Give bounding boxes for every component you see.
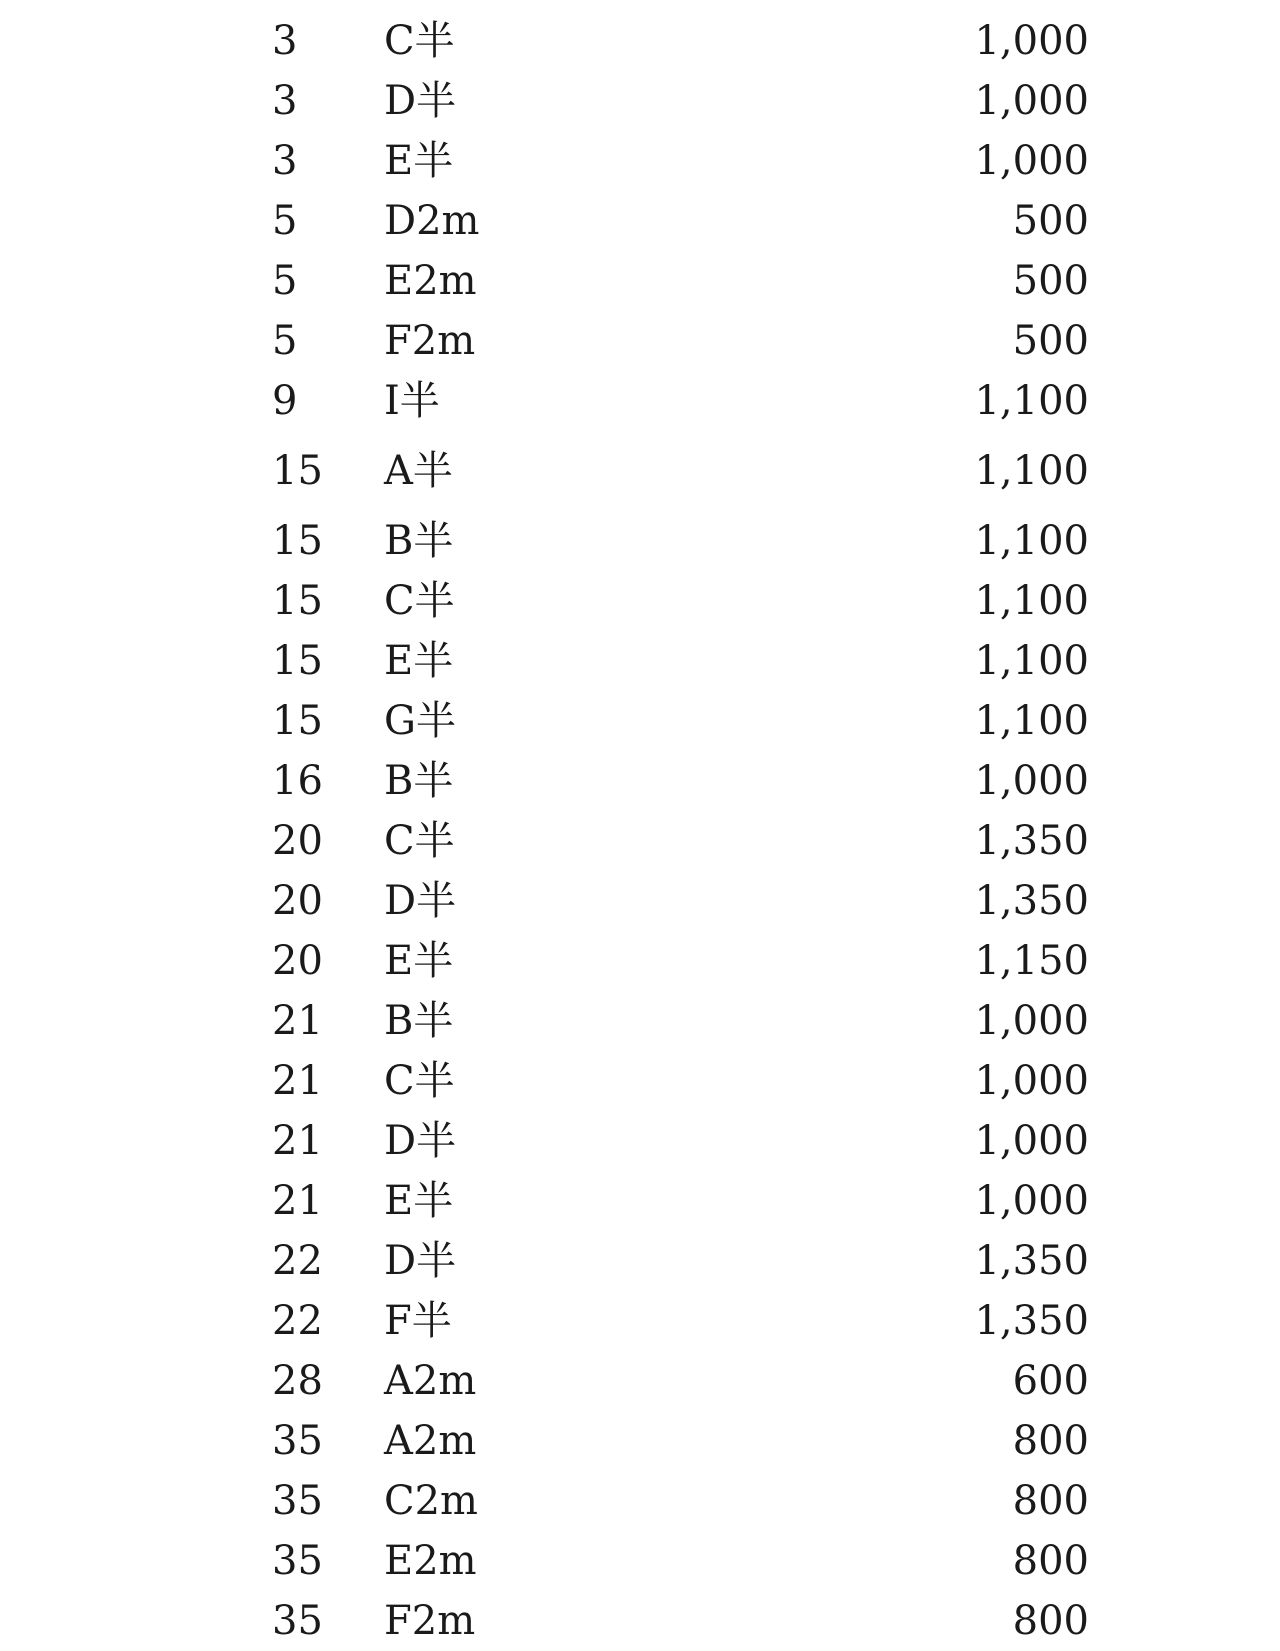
row-number: 15: [272, 518, 323, 564]
row-number: 22: [272, 1238, 323, 1284]
row-value: 1,000: [974, 1178, 1089, 1224]
row-code: D2m: [384, 198, 480, 244]
row-number: 15: [272, 638, 323, 684]
row-number: 21: [272, 1178, 323, 1224]
row-code: F2m: [384, 318, 476, 364]
row-value: 1,100: [974, 698, 1089, 744]
row-number: 15: [272, 698, 323, 744]
table-row: [0, 441, 1280, 501]
table-row: [0, 931, 1280, 991]
row-number: 22: [272, 1298, 323, 1344]
row-value: 1,000: [974, 1058, 1089, 1104]
row-code: A2m: [384, 1418, 477, 1464]
row-code: F2m: [384, 1598, 476, 1644]
row-code: I半: [384, 378, 440, 424]
row-value: 1,100: [974, 578, 1089, 624]
row-value: 1,350: [974, 818, 1089, 864]
row-number: 35: [272, 1418, 323, 1464]
row-number: 35: [272, 1478, 323, 1524]
table-row: [0, 191, 1280, 251]
row-value: 800: [1012, 1418, 1089, 1464]
row-value: 800: [1012, 1598, 1089, 1644]
row-number: 5: [272, 318, 298, 364]
row-code: A2m: [384, 1358, 477, 1404]
row-number: 15: [272, 578, 323, 624]
table-row: [0, 1351, 1280, 1411]
row-value: 600: [1012, 1358, 1089, 1404]
row-value: 1,100: [974, 378, 1089, 424]
row-code: C半: [384, 578, 455, 624]
table-row: [0, 1231, 1280, 1291]
table-row: [0, 691, 1280, 751]
row-value: 1,100: [974, 448, 1089, 494]
table-row: [0, 311, 1280, 371]
row-value: 1,100: [974, 638, 1089, 684]
table-row: [0, 1591, 1280, 1651]
row-code: E2m: [384, 1538, 477, 1584]
table-row: [0, 751, 1280, 811]
row-value: 500: [1012, 318, 1089, 364]
row-code: C半: [384, 18, 455, 64]
row-code: E2m: [384, 258, 477, 304]
row-number: 35: [272, 1538, 323, 1584]
row-code: D半: [384, 1118, 457, 1164]
row-number: 35: [272, 1598, 323, 1644]
row-value: 1,000: [974, 18, 1089, 64]
row-code: E半: [384, 138, 454, 184]
row-value: 1,100: [974, 518, 1089, 564]
table-row: [0, 1471, 1280, 1531]
table-row: [0, 1171, 1280, 1231]
row-code: D半: [384, 878, 457, 924]
row-number: 16: [272, 758, 323, 804]
row-number: 3: [272, 78, 298, 124]
row-number: 21: [272, 1118, 323, 1164]
table-row: [0, 571, 1280, 631]
table-row: [0, 11, 1280, 71]
table-row: [0, 71, 1280, 131]
row-code: E半: [384, 1178, 454, 1224]
row-value: 800: [1012, 1538, 1089, 1584]
table-row: [0, 1411, 1280, 1471]
row-code: D半: [384, 78, 457, 124]
table-row: [0, 1291, 1280, 1351]
row-number: 21: [272, 1058, 323, 1104]
row-value: 1,350: [974, 1298, 1089, 1344]
row-code: C半: [384, 1058, 455, 1104]
row-code: F半: [384, 1298, 452, 1344]
row-value: 500: [1012, 198, 1089, 244]
table-row: [0, 371, 1280, 431]
table-row: [0, 251, 1280, 311]
row-number: 15: [272, 448, 323, 494]
row-number: 20: [272, 878, 323, 924]
table-row: [0, 871, 1280, 931]
row-code: B半: [384, 518, 454, 564]
row-number: 3: [272, 138, 298, 184]
row-code: B半: [384, 758, 454, 804]
table-row: [0, 991, 1280, 1051]
row-value: 1,000: [974, 1118, 1089, 1164]
row-code: C半: [384, 818, 455, 864]
row-value: 1,350: [974, 1238, 1089, 1284]
row-value: 1,000: [974, 998, 1089, 1044]
row-code: D半: [384, 1238, 457, 1284]
row-value: 800: [1012, 1478, 1089, 1524]
row-code: E半: [384, 938, 454, 984]
table-row: [0, 631, 1280, 691]
table-row: [0, 511, 1280, 571]
row-number: 20: [272, 818, 323, 864]
row-value: 1,000: [974, 78, 1089, 124]
row-code: G半: [384, 698, 456, 744]
table-row: [0, 1051, 1280, 1111]
row-code: A半: [384, 448, 453, 494]
row-code: B半: [384, 998, 454, 1044]
row-value: 500: [1012, 258, 1089, 304]
row-number: 28: [272, 1358, 323, 1404]
row-code: E半: [384, 638, 454, 684]
row-value: 1,350: [974, 878, 1089, 924]
table-row: [0, 811, 1280, 871]
row-number: 3: [272, 18, 298, 64]
table-row: [0, 131, 1280, 191]
row-code: C2m: [384, 1478, 478, 1524]
row-number: 20: [272, 938, 323, 984]
row-value: 1,000: [974, 758, 1089, 804]
row-number: 5: [272, 198, 298, 244]
row-number: 9: [272, 378, 298, 424]
row-value: 1,000: [974, 138, 1089, 184]
table-row: [0, 1531, 1280, 1591]
row-number: 21: [272, 998, 323, 1044]
row-value: 1,150: [974, 938, 1089, 984]
table-row: [0, 1111, 1280, 1171]
row-number: 5: [272, 258, 298, 304]
